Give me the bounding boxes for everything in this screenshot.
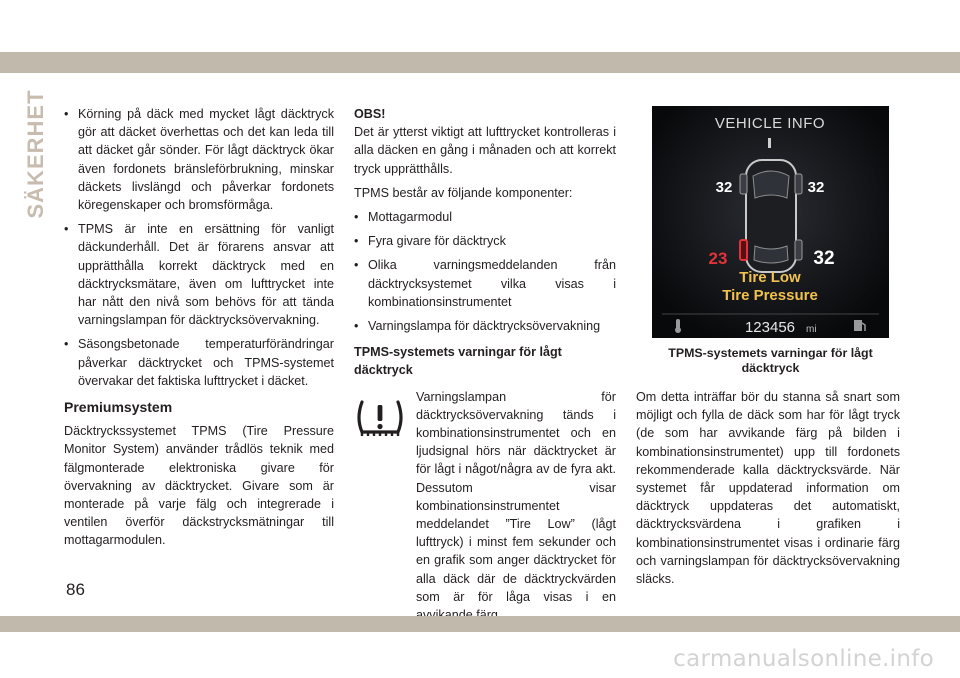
warnings-heading: TPMS-systemets varningar för lågt däcktryck (354, 345, 562, 378)
pressure-front-left: 32 (715, 179, 733, 196)
right-column (636, 388, 900, 594)
components-intro: TPMS består av följande komponenter: (354, 185, 573, 200)
top-stripe (0, 52, 960, 73)
middle-column (354, 105, 616, 624)
bottom-stripe (0, 616, 960, 632)
list-item: • Olika varningsmeddelanden från däcktrycksystemet vilka visas i kombinationsinstrumentet (354, 258, 616, 309)
odometer-unit: mi (806, 324, 817, 335)
premium-heading: Premiumsystem (64, 399, 173, 416)
right-paragraph: Om detta inträffar bör du stanna så snart som möjligt och fylla de däck som har för lågt tryck (de som har avvikande färg på bilden i kombinationsinstrumentet) upp till fordonets rekommenderade kalla däcktrycksvärde. När systemet får uppdaterad information om däcktryck uppdateras det automatiskt, däcktrycksvärdena i grafiken i kombinationsinstrumentet visas i ordinarie färg och varningslampan för däcktrycksövervakning släcks. (636, 390, 900, 587)
car-top-view (740, 160, 802, 272)
figure-caption: TPMS-systemets varningar för lågt däcktryck (668, 346, 873, 375)
instrument-cluster-photo (652, 106, 889, 338)
selector-mark (768, 138, 771, 148)
warning-text: Varningslampan för däcktrycksövervakning tänds i kombinationsinstrumentet och en ljudsignal hörs när däcktrycket är för lågt i något/några av de fyra akt. Dessutom visar kombinationsinstrumentet meddelandet ”Tire Low” (lågt lufttryck) i minst fem sekunder och en grafik som anger däcktrycket för alla däck där de däcktryckvärden som är för låga visas i en (416, 389, 616, 604)
list-item: • TPMS är inte en ersättning för vanligt däckunderhåll. Det är förarens ansvar att upprätthålla korrekt däcktryck med en däcktrycksmätare, även om lufttrycket inte har nått den nivå som behövs för att tända varningslampan för däcktrycksövervakning. (64, 222, 334, 328)
message-line-2: Tire Pressure (722, 287, 818, 304)
pressure-front-right: 32 (807, 179, 825, 196)
pressure-rear-left: 23 (708, 249, 728, 268)
watermark: carmanualsonline.info (673, 646, 934, 672)
section-tab-label: SÄKERHET (23, 89, 48, 219)
list-item: • Fyra givare för däcktryck (354, 234, 506, 249)
list-item: • Varningslampa för däcktrycksövervakning (354, 319, 601, 334)
warning-block (354, 388, 616, 625)
list-item: • Körning på däck med mycket lågt däcktryck gör att däcket överhettas och det kan leda till att däcket går sönder. För lågt däcktryck ökar även fordonets bränsleförbrukning, minskar däckets livslängd och påverkar fordonets köregenskaper och bromsförmåga. (64, 107, 334, 213)
odometer: 123456 (744, 319, 796, 336)
obs-text: Det är ytterst viktigt att lufttrycket kontrolleras i alla däcken en gång i månaden och att korrekt tryck upprätthålls. (354, 125, 616, 176)
screen-title: VEHICLE INFO (714, 115, 826, 132)
left-column (64, 105, 334, 556)
section-tab (18, 89, 54, 219)
premium-paragraph: Däcktryckssystemet TPMS (Tire Pressure Monitor System) använder trådlös teknik med fälgmonterade elektroniska givare för övervakning av däcktrycket. Givare som är monterade på varje fälg och integrerade i ventilen överför däckstrycksmätningar till mottagarmodulen. (64, 424, 334, 548)
pressure-rear-right: 32 (813, 248, 835, 269)
tpms-warning-icon (354, 396, 416, 456)
list-item: • Säsongsbetonade temperaturförändringar påverkar däcktrycket och TPMS-systemet övervakar det faktiska lufttrycket i däcket. (64, 337, 334, 388)
message-line-1: Tire Low (739, 269, 801, 286)
page-number: 86 (66, 580, 85, 599)
obs-title: OBS! (354, 107, 386, 121)
list-item: • Mottagarmodul (354, 210, 452, 225)
